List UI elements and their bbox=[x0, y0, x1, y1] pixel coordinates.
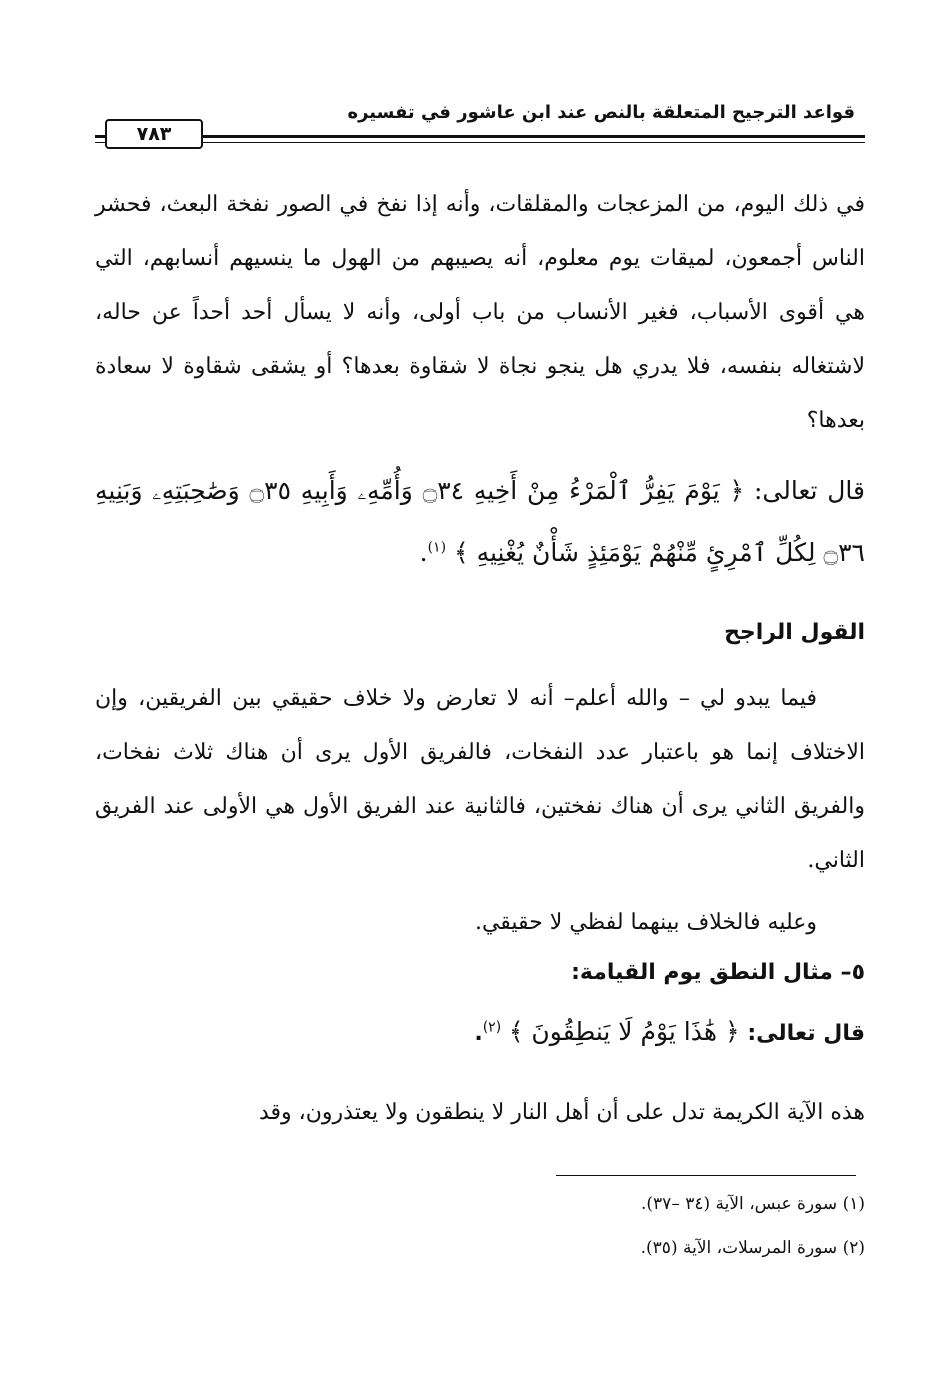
verse2-intro: قال تعالى: bbox=[747, 1021, 865, 1046]
section-heading-example: ٥– مثال النطق يوم القيامة: bbox=[571, 960, 865, 985]
running-title: قواعد الترجيح المتعلقة بالنص عند ابن عاشور في تفسيره bbox=[347, 102, 855, 123]
verse-end: . bbox=[419, 538, 428, 567]
footnote-2: (٢) سورة المرسلات، الآية (٣٥). bbox=[640, 1238, 865, 1258]
header-rule-thin bbox=[95, 142, 865, 143]
footnote-1: (١) سورة عبس، الآية (٣٤ –٣٧). bbox=[641, 1194, 865, 1214]
quran-quote-abasa bbox=[95, 460, 865, 584]
header-rule-thick bbox=[95, 135, 865, 138]
verse-text: ﴿ يَوْمَ يَفِرُّ ٱلْمَرْءُ مِنْ أَخِيهِ ۝٣٤ وَأُمِّهِۦ وَأَبِيهِ ۝٣٥ وَصَٰحِبَتِهِۦ وَبَنِيهِ ۝٣٦ لِكُلِّ ٱمْرِئٍ مِّنْهُمْ يَوْمَئِذٍ شَأْنٌ يُغْنِيهِ ﴾ bbox=[95, 476, 865, 567]
section-heading-rajih: القول الراجح bbox=[724, 620, 865, 645]
quran-quote-mursalat bbox=[474, 1017, 865, 1046]
paragraph-1: في ذلك اليوم، من المزعجات والمقلقات، وأنه إذا نفخ في الصور نفخة البعث، فحشر الناس أجمعون، لميقات يوم معلوم، أنه يصيبهم من الهول ما ينسيهم أنسابهم، التي هي أقوى الأسباب، فغير الأنساب من باب أولى، وأنه لا يسأل أحد أحداً عن حاله، لاشتغاله بنفسه، فلا يدري هل ينجو نجاة لا شقاوة بعدها؟ أو يشقى شقاوة لا سعادة بعدها؟ bbox=[95, 192, 865, 433]
verse-intro: قال تعالى: bbox=[753, 476, 865, 505]
paragraph-3: وعليه فالخلاف بينهما لفظي لا حقيقي. bbox=[474, 910, 817, 935]
footnote-ref-2: (٢) bbox=[482, 1019, 502, 1036]
footnote-ref-1: (١) bbox=[427, 539, 447, 556]
page-number: ٧٨٣ bbox=[105, 119, 203, 149]
verse2-end: . bbox=[474, 1021, 483, 1046]
paragraph-4: هذه الآية الكريمة تدل على أن أهل النار لا ينطقون ولا يعتذرون، وقد bbox=[258, 1100, 865, 1125]
verse2-text: ﴿ هَٰذَا يَوْمُ لَا يَنطِقُونَ ﴾ bbox=[508, 1017, 740, 1046]
page-header bbox=[95, 96, 865, 156]
footnote-separator bbox=[556, 1175, 856, 1176]
paragraph-2: فيما يبدو لي – والله أعلم– أنه لا تعارض ولا خلاف حقيقي بين الفريقين، وإن الاختلاف إنما هو باعتبار عدد النفخات، فالفريق الأول يرى أن هناك ثلاث نفخات، والفريق الثاني يرى أن هناك نفختين، فالثانية عند الفريق الأول هي الأولى عند الفريق الثاني. bbox=[95, 686, 865, 873]
